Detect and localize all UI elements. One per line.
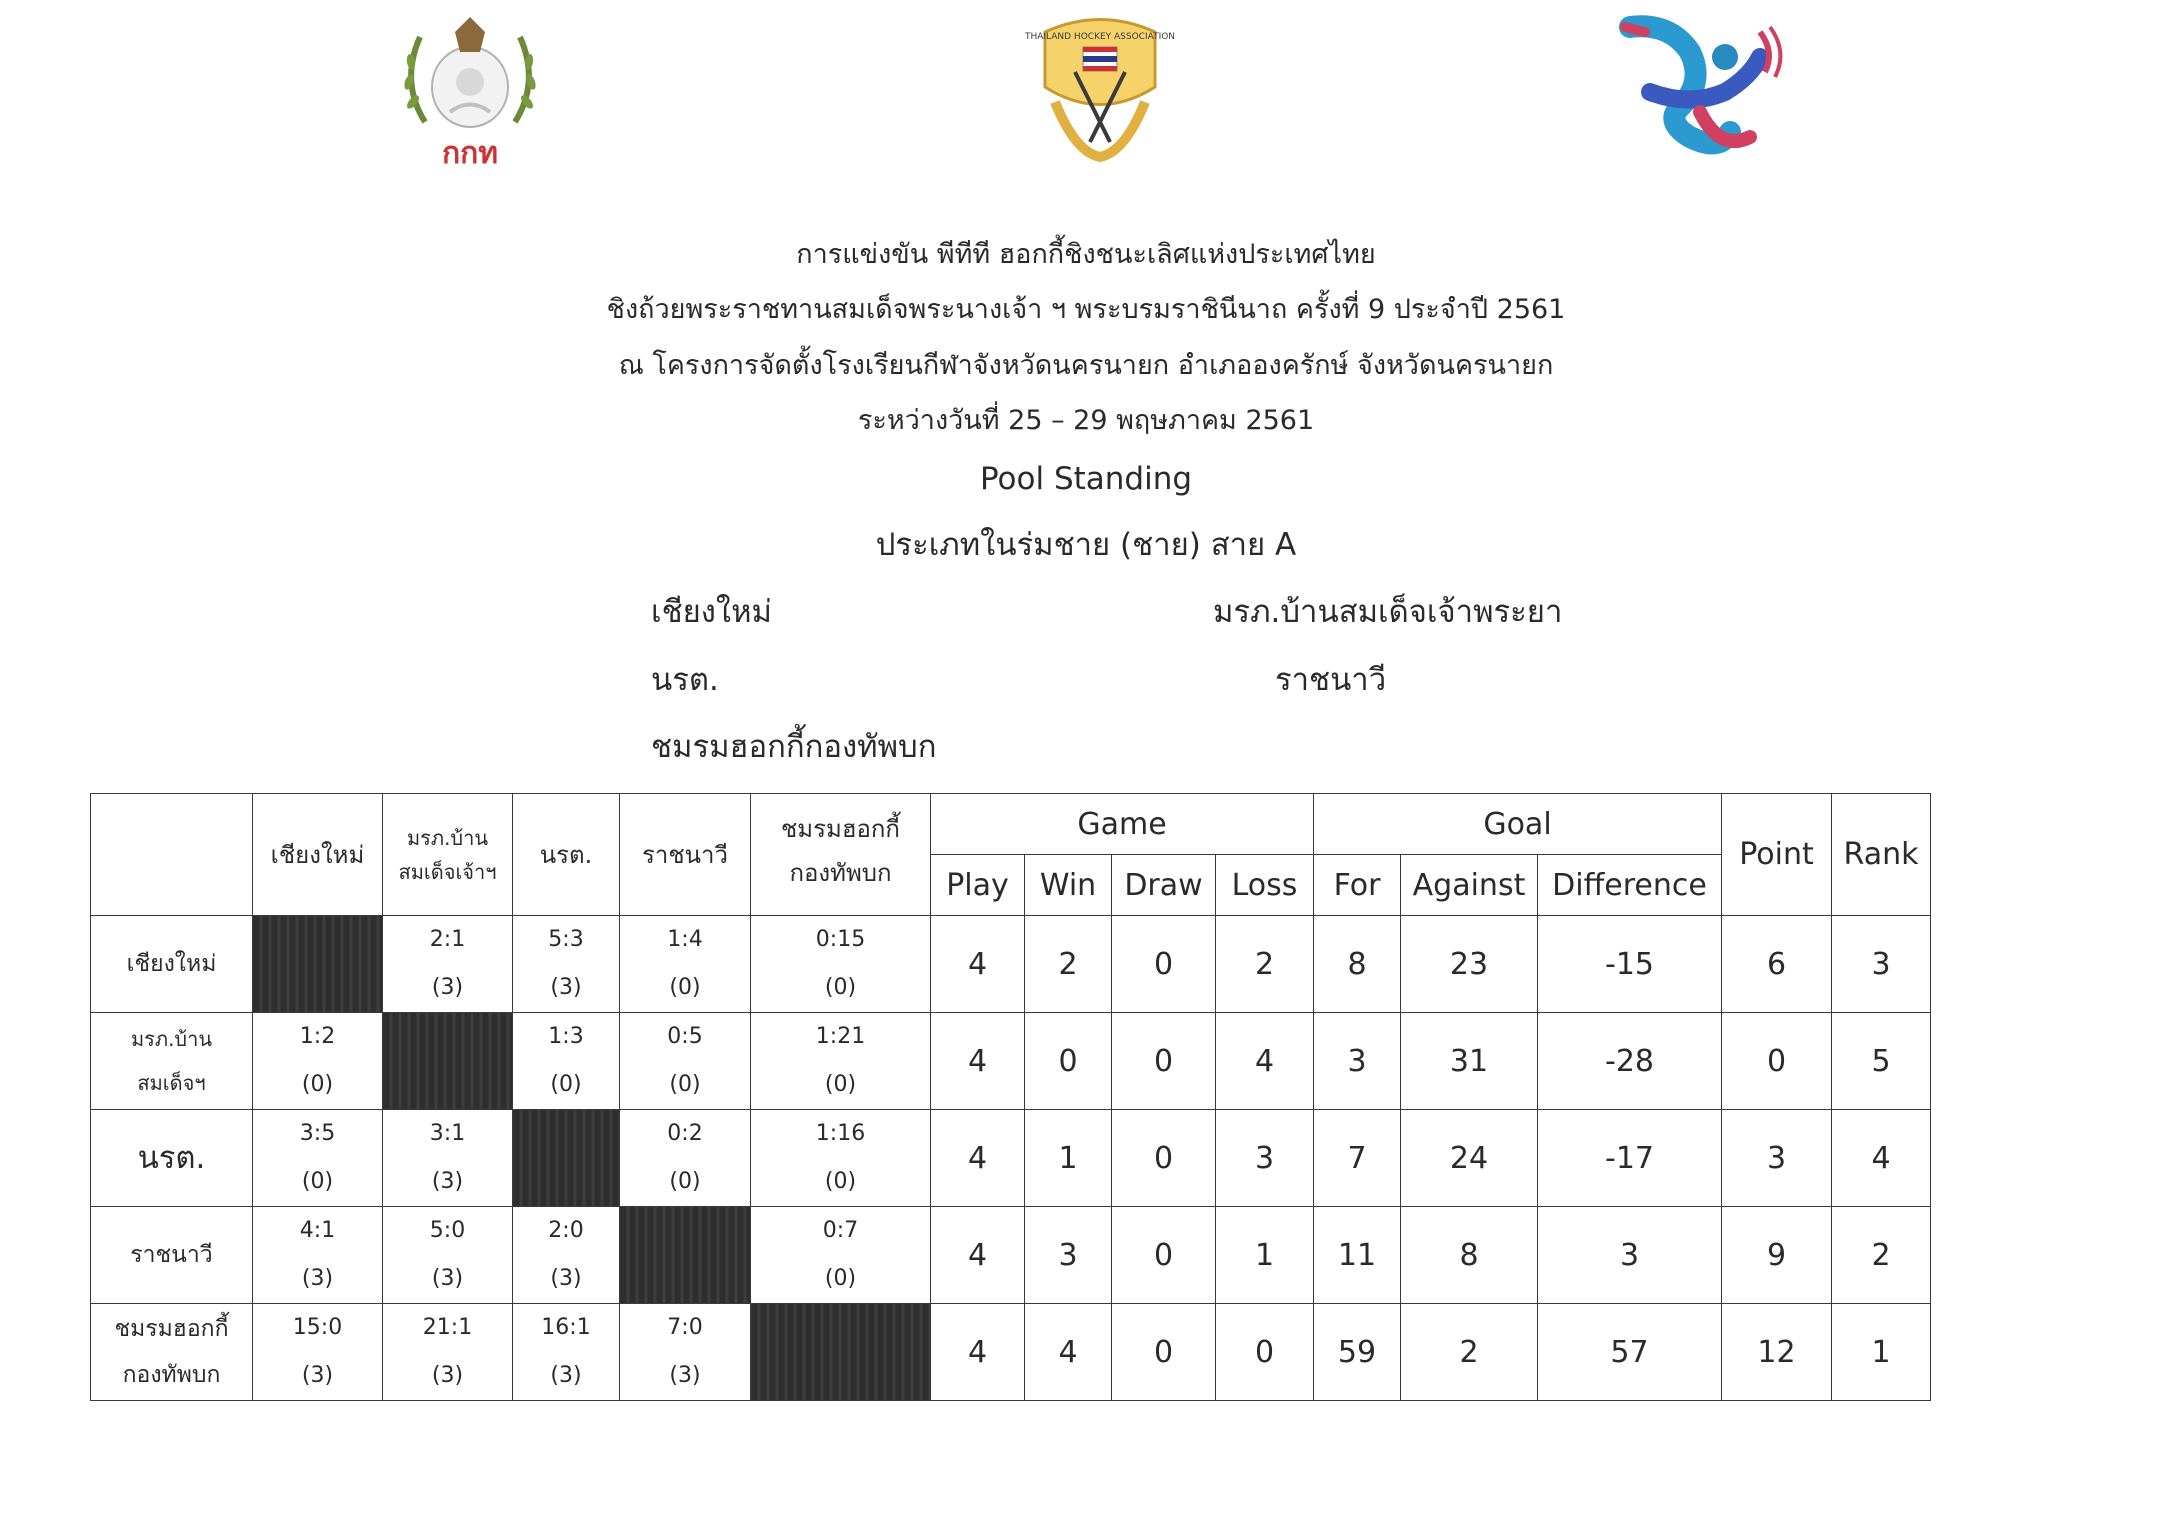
match-score-cell — [620, 916, 751, 1013]
match-score-cell — [513, 1304, 620, 1401]
goal-difference-cell: -15 — [1538, 916, 1722, 1013]
difference-header: Difference — [1538, 855, 1722, 916]
match-score-cell — [513, 1013, 620, 1110]
for-header: For — [1314, 855, 1401, 916]
goals-for-cell: 11 — [1314, 1207, 1401, 1304]
match-points: (3) — [550, 975, 582, 1000]
match-score: 16:1 — [541, 1315, 591, 1340]
match-points: (0) — [669, 1169, 701, 1194]
match-score: 15:0 — [292, 1315, 343, 1340]
draw-header: Draw — [1112, 855, 1216, 916]
team-list-item: นรต. — [651, 662, 719, 698]
rank-cell: 5 — [1832, 1013, 1931, 1110]
match-points: (0) — [301, 1072, 334, 1097]
match-score: 1:21 — [815, 1024, 866, 1049]
col-head-team: ชมรมฮอกกี้ กองทัพบก — [751, 794, 931, 916]
match-score-cell — [751, 1110, 931, 1207]
goals-against-cell: 8 — [1401, 1207, 1538, 1304]
self-match-cell — [513, 1110, 620, 1207]
match-score-cell — [751, 1207, 931, 1304]
goal-difference-cell: -28 — [1538, 1013, 1722, 1110]
logo-mid-text: THAILAND HOCKEY ASSOCIATION — [1024, 32, 1176, 42]
draw-cell: 0 — [1112, 1013, 1216, 1110]
match-score: 3:5 — [299, 1121, 336, 1146]
match-score: 21:1 — [422, 1315, 473, 1340]
match-points: (0) — [824, 1169, 857, 1194]
table-row — [91, 916, 1931, 1013]
play-cell: 4 — [931, 1110, 1025, 1207]
match-score-cell — [383, 1304, 513, 1401]
match-points: (0) — [669, 975, 701, 1000]
draw-cell: 0 — [1112, 1110, 1216, 1207]
goals-against-cell: 24 — [1401, 1110, 1538, 1207]
pool-standing-table — [90, 793, 1931, 1401]
match-score-cell — [383, 1207, 513, 1304]
col-head-team: เชียงใหม่ — [253, 794, 383, 916]
points-cell: 3 — [1722, 1110, 1832, 1207]
play-cell: 4 — [931, 1207, 1025, 1304]
self-match-cell — [620, 1207, 751, 1304]
match-score-cell — [620, 1110, 751, 1207]
rank-cell: 2 — [1832, 1207, 1931, 1304]
table-row — [91, 1304, 1931, 1401]
match-points: (0) — [669, 1072, 701, 1097]
match-score: 3:1 — [429, 1121, 466, 1146]
point-header: Point — [1722, 794, 1832, 916]
self-match-cell — [253, 916, 383, 1013]
loss-header: Loss — [1216, 855, 1314, 916]
col-head-team: นรต. — [513, 794, 620, 916]
match-points: (3) — [431, 975, 464, 1000]
match-points: (3) — [431, 1363, 464, 1388]
table-row — [91, 1207, 1931, 1304]
match-score: 0:7 — [822, 1218, 859, 1243]
sports-figure-logo — [1610, 12, 1790, 172]
match-score: 2:1 — [429, 927, 466, 952]
rank-cell: 4 — [1832, 1110, 1931, 1207]
team-list-item: เชียงใหม่ — [651, 594, 772, 630]
rank-cell: 3 — [1832, 916, 1931, 1013]
play-header: Play — [931, 855, 1025, 916]
match-points: (3) — [431, 1266, 464, 1291]
col-head-team: ราชนาวี — [620, 794, 751, 916]
goal-difference-cell: 3 — [1538, 1207, 1722, 1304]
rank-cell: 1 — [1832, 1304, 1931, 1401]
team-list-item: ราชนาวี — [1275, 662, 1387, 698]
match-score: 1:4 — [667, 927, 703, 952]
play-cell: 4 — [931, 1304, 1025, 1401]
match-score-cell — [751, 1013, 931, 1110]
match-points: (3) — [550, 1363, 582, 1388]
corner-cell — [91, 794, 253, 916]
points-cell: 12 — [1722, 1304, 1832, 1401]
goals-for-cell: 3 — [1314, 1013, 1401, 1110]
match-points: (0) — [824, 975, 857, 1000]
match-points: (0) — [824, 1266, 857, 1291]
win-cell: 0 — [1025, 1013, 1112, 1110]
against-header: Against — [1401, 855, 1538, 916]
match-score-cell — [383, 1110, 513, 1207]
draw-cell: 0 — [1112, 1304, 1216, 1401]
row-team-name: ชมรมฮอกกี้ กองทัพบก — [91, 1304, 253, 1401]
match-points: (0) — [550, 1072, 582, 1097]
row-team-name: ราชนาวี — [91, 1207, 253, 1304]
win-cell: 4 — [1025, 1304, 1112, 1401]
loss-cell: 0 — [1216, 1304, 1314, 1401]
play-cell: 4 — [931, 1013, 1025, 1110]
match-score: 2:0 — [548, 1218, 584, 1243]
match-points: (0) — [301, 1169, 334, 1194]
match-score-cell — [620, 1013, 751, 1110]
col-head-team: มรภ.บ้าน สมเด็จเจ้าฯ — [383, 794, 513, 916]
heading-line-1: การแข่งขัน พีทีที ฮอกกี้ชิงชนะเลิศแห่งประเทศไทย — [796, 239, 1376, 270]
heading-line-4: ระหว่างวันที่ 25 – 29 พฤษภาคม 2561 — [857, 405, 1315, 436]
draw-cell: 0 — [1112, 916, 1216, 1013]
loss-cell: 4 — [1216, 1013, 1314, 1110]
match-score: 1:3 — [548, 1024, 584, 1049]
loss-cell: 1 — [1216, 1207, 1314, 1304]
game-group-header: Game — [931, 794, 1314, 855]
match-score: 4:1 — [299, 1218, 336, 1243]
team-list-item: มรภ.บ้านสมเด็จเจ้าพระยา — [1213, 594, 1563, 630]
match-score: 5:0 — [429, 1218, 466, 1243]
match-score-cell — [620, 1304, 751, 1401]
goal-difference-cell: -17 — [1538, 1110, 1722, 1207]
points-cell: 9 — [1722, 1207, 1832, 1304]
win-cell: 3 — [1025, 1207, 1112, 1304]
match-score: 0:15 — [815, 927, 866, 952]
logo-left-text: กกท — [441, 136, 499, 171]
win-header: Win — [1025, 855, 1112, 916]
loss-cell: 2 — [1216, 916, 1314, 1013]
table-row — [91, 1110, 1931, 1207]
match-points: (3) — [550, 1266, 582, 1291]
match-score: 5:3 — [548, 927, 584, 952]
match-points: (3) — [301, 1363, 334, 1388]
goal-difference-cell: 57 — [1538, 1304, 1722, 1401]
match-score-cell — [253, 1013, 383, 1110]
sports-authority-logo — [395, 12, 545, 172]
rank-header: Rank — [1832, 794, 1931, 916]
goals-for-cell: 7 — [1314, 1110, 1401, 1207]
match-points: (3) — [431, 1169, 464, 1194]
goal-group-header: Goal — [1314, 794, 1722, 855]
loss-cell: 3 — [1216, 1110, 1314, 1207]
match-score-cell — [253, 1304, 383, 1401]
match-score: 0:5 — [667, 1024, 703, 1049]
match-score: 1:2 — [299, 1024, 336, 1049]
heading-line-3: ณ โครงการจัดตั้งโรงเรียนกีฬาจังหวัดนครนายก อำเภอองครักษ์ จังหวัดนครนายก — [618, 350, 1554, 381]
draw-cell: 0 — [1112, 1207, 1216, 1304]
match-points: (3) — [301, 1266, 334, 1291]
pool-standing-title: Pool Standing — [979, 461, 1193, 497]
match-score-cell — [751, 916, 931, 1013]
self-match-cell — [383, 1013, 513, 1110]
match-score: 0:2 — [667, 1121, 703, 1146]
goals-for-cell: 59 — [1314, 1304, 1401, 1401]
match-score-cell — [513, 916, 620, 1013]
row-team-name: นรต. — [91, 1110, 253, 1207]
match-score-cell — [513, 1207, 620, 1304]
team-list-item: ชมรมฮอกกี้กองทัพบก — [651, 729, 937, 765]
goals-for-cell: 8 — [1314, 916, 1401, 1013]
goals-against-cell: 2 — [1401, 1304, 1538, 1401]
play-cell: 4 — [931, 916, 1025, 1013]
row-team-name: มรภ.บ้าน สมเด็จฯ — [91, 1013, 253, 1110]
heading-line-2: ชิงถ้วยพระราชทานสมเด็จพระนางเจ้า ฯ พระบรมราชินีนาถ ครั้งที่ 9 ประจำปี 2561 — [606, 294, 1566, 325]
win-cell: 1 — [1025, 1110, 1112, 1207]
hockey-association-logo — [1015, 12, 1185, 162]
match-score: 7:0 — [667, 1315, 703, 1340]
self-match-cell — [751, 1304, 931, 1401]
match-score: 1:16 — [815, 1121, 866, 1146]
category-title: ประเภทในร่มชาย (ชาย) สาย A — [875, 527, 1297, 563]
match-score-cell — [253, 1110, 383, 1207]
row-team-name: เชียงใหม่ — [91, 916, 253, 1013]
points-cell: 6 — [1722, 916, 1832, 1013]
points-cell: 0 — [1722, 1013, 1832, 1110]
match-score-cell — [383, 916, 513, 1013]
goals-against-cell: 23 — [1401, 916, 1538, 1013]
win-cell: 2 — [1025, 916, 1112, 1013]
match-points: (3) — [669, 1363, 701, 1388]
match-points: (0) — [824, 1072, 857, 1097]
table-row — [91, 1013, 1931, 1110]
match-score-cell — [253, 1207, 383, 1304]
goals-against-cell: 31 — [1401, 1013, 1538, 1110]
